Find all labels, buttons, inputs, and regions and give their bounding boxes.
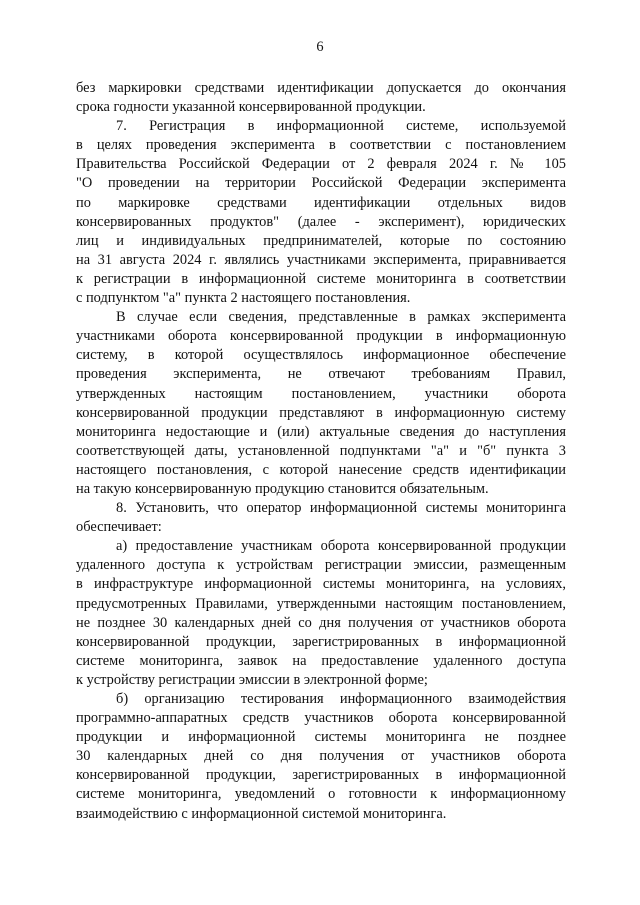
text-line: продукции и информационной системы мониторинга не позднее [76, 729, 566, 746]
text-line: 7. Регистрация в информационной системе, используемой [116, 118, 566, 135]
text-line: к устройству регистрации эмиссии в электронной форме; [76, 671, 428, 688]
text-line: в инфраструктуре информационной системы мониторинга, на условиях, [76, 576, 566, 593]
text-line: мониторинга недостающие и (или) актуальные сведения до наступления [76, 423, 566, 440]
paragraph-8-b [76, 690, 566, 824]
text-line: срока годности указанной консервированной продукции. [76, 99, 426, 116]
text-line: в целях проведения эксперимента в соответствии с постановлением [76, 137, 566, 154]
text-line: консервированных продуктов" (далее - эксперимент), юридических [76, 213, 566, 230]
text-line: настоящего постановления, с которой нанесение средств идентификации [76, 461, 566, 478]
text-line: на такую консервированную продукцию становится обязательным. [76, 480, 489, 497]
text-line: 8. Установить, что оператор информационной системы мониторинга [116, 500, 566, 517]
text-line: консервированной продукции, зарегистрированных в информационной [76, 633, 566, 650]
text-line: не позднее 30 календарных дней со дня получения от участников оборота [76, 614, 566, 631]
text-line: консервированной продукции представляют в информационную систему [76, 404, 566, 421]
text-line: 30 календарных дней со дня получения от участников оборота [76, 748, 566, 765]
paragraph-continuation [76, 79, 566, 117]
text-line: с подпунктом "а" пункта 2 настоящего постановления. [76, 290, 411, 307]
text-line: по маркировке средствами идентификации отдельных видов [76, 194, 566, 211]
document-body [76, 79, 566, 824]
text-line: "О проведении на территории Российской Федерации эксперимента [76, 175, 566, 192]
paragraph-7-case [76, 308, 566, 499]
text-line: утвержденных настоящим постановлением, участники оборота [76, 385, 566, 402]
paragraph-8 [76, 499, 566, 537]
text-line: Правительства Российской Федерации от 2 февраля 2024 г. № 105 [76, 156, 566, 173]
text-line: лиц и индивидуальных предпринимателей, которые по состоянию [76, 232, 566, 249]
text-line: соответствующей даты, установленной подпунктами "а" и "б" пункта 3 [76, 442, 566, 459]
text-line: консервированной продукции, зарегистрированных в информационной [76, 767, 566, 784]
paragraph-8-a [76, 537, 566, 690]
text-line: удаленного доступа к устройствам регистрации эмиссии, размещенным [76, 557, 566, 574]
text-line: б) организацию тестирования информационного взаимодействия [116, 691, 566, 707]
text-line: взаимодействию с информационной системой мониторинга. [76, 805, 447, 822]
text-line: участниками оборота консервированной продукции в информационную [76, 328, 566, 345]
text-line: к регистрации в информационной системе мониторинга в соответствии [76, 270, 566, 287]
text-line: обеспечивает: [76, 519, 162, 536]
text-line: системе мониторинга, уведомлений о готовности к информационному [76, 786, 566, 803]
text-line: предусмотренных Правилами, утвержденными настоящим постановлением, [76, 595, 566, 612]
page-number: 6 [316, 39, 324, 55]
text-line: систему, в которой осуществлялось информационное обеспечение [76, 347, 566, 364]
text-line: на 31 августа 2024 г. являлись участниками эксперимента, приравнивается [76, 251, 566, 268]
text-line: проведения эксперимента, не отвечают требованиям Правил, [76, 366, 566, 383]
text-line: системе мониторинга, заявок на предоставление удаленного доступа [76, 652, 566, 669]
paragraph-7 [76, 117, 566, 308]
text-line: В случае если сведения, представленные в рамках эксперимента [116, 309, 566, 326]
text-line: без маркировки средствами идентификации допускается до окончания [76, 80, 566, 96]
text-line: а) предоставление участникам оборота консервированной продукции [116, 538, 566, 555]
text-line: программно-аппаратных средств участников оборота консервированной [76, 710, 566, 727]
